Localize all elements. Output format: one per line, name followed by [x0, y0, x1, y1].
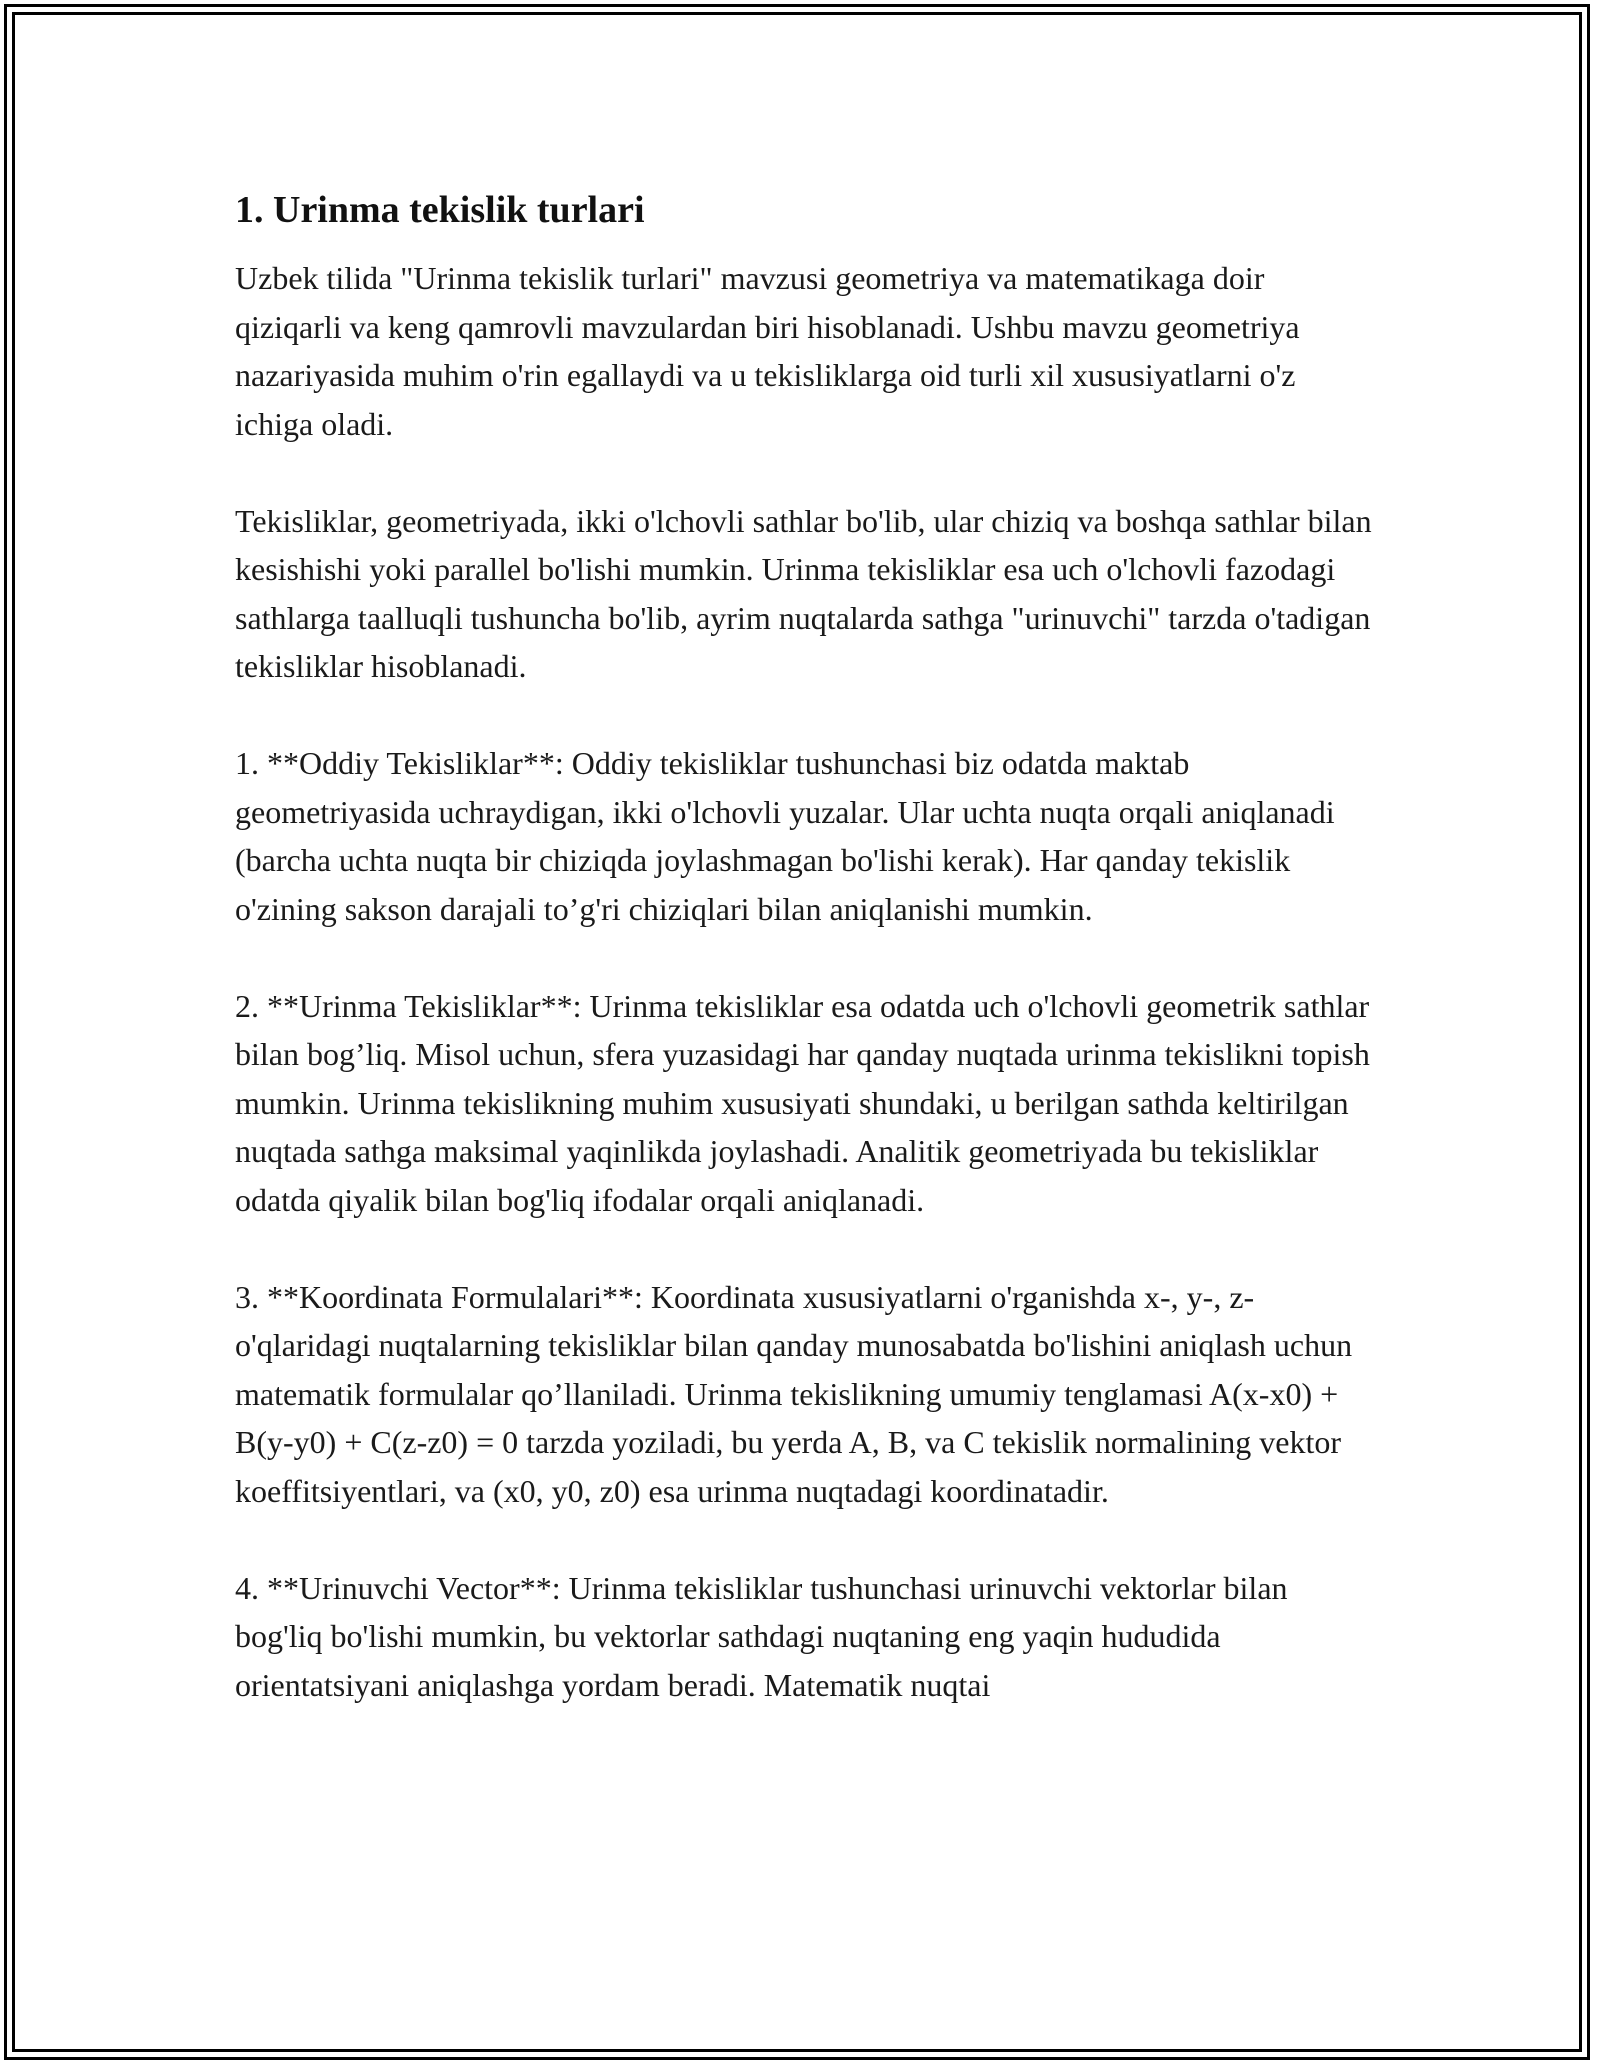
document-body [235, 186, 1375, 1709]
paragraph-koordinata-formulalari: 3. **Koordinata Formulalari**: Koordinata xususiyatlarni o'rganishda x-, y-, z-o'qlaridagi nuqtalarning tekisliklar bilan qanday munosabatda bo'lishini aniqlash uchun matematik formulalar qo’llaniladi. Urinma tekislikning umumiy tenglamasi A(x-x0) + B(y-y0) + C(z-z0) = 0 tarzda yoziladi, bu yerda A, B, va C tekislik normalining vektor koeffitsiyentlari, va (x0, y0, z0) esa urinma nuqtadagi koordinatadir. [235, 1278, 1353, 1509]
paragraph-intro: Uzbek tilida "Urinma tekislik turlari" mavzusi geometriya va matematikaga doir qiziqarli va keng qamrovli mavzulardan biri hisoblanadi. Ushbu mavzu geometriya nazariyasida muhim o'rin egallaydi va u tekisliklarga oid turli xil xususiyatlarni o'z ichiga oladi. [235, 260, 1300, 442]
document-title: 1. Urinma tekislik turlari [235, 189, 645, 231]
paragraph-tekisliklar: Tekisliklar, geometriyada, ikki o'lchovli sathlar bo'lib, ular chiziq va boshqa sathlar bilan kesishishi yoki parallel bo'lishi mumkin. Urinma tekisliklar esa uch o'lchovli fazodagi sathlarga taalluqli tushuncha bo'lib, ayrim nuqtalarda sathga "urinuvchi" tarzda o'tadigan tekisliklar hisoblanadi. [235, 502, 1372, 684]
paragraph-urinma-tekisliklar: 2. **Urinma Tekisliklar**: Urinma tekisliklar esa odatda uch o'lchovli geometrik sathlar bilan bog’liq. Misol uchun, sfera yuzasidagi har qanday nuqtada urinma tekislikni topish mumkin. Urinma tekislikning muhim xususiyati shundaki, u berilgan sathda keltirilgan nuqtada sathga maksimal yaqinlikda joylashadi. Analitik geometriyada bu tekisliklar odatda qiyalik bilan bog'liq ifodalar orqali aniqlanadi. [235, 987, 1370, 1218]
paragraph-urinuvchi-vector: 4. **Urinuvchi Vector**: Urinma tekisliklar tushunchasi urinuvchi vektorlar bilan bog'liq bo'lishi mumkin, bu vektorlar sathdagi nuqtaning eng yaqin hududida orientatsiyani aniqlashga yordam beradi. Matematik nuqtai [235, 1569, 1288, 1703]
paragraph-oddiy-tekisliklar: 1. **Oddiy Tekisliklar**: Oddiy tekisliklar tushunchasi biz odatda maktab geometriyasida uchraydigan, ikki o'lchovli yuzalar. Ular uchta nuqta orqali aniqlanadi (barcha uchta nuqta bir chiziqda joylashmagan bo'lishi kerak). Har qanday tekislik o'zining sakson darajali to’g'ri chiziqlari bilan aniqlanishi mumkin. [235, 745, 1335, 927]
